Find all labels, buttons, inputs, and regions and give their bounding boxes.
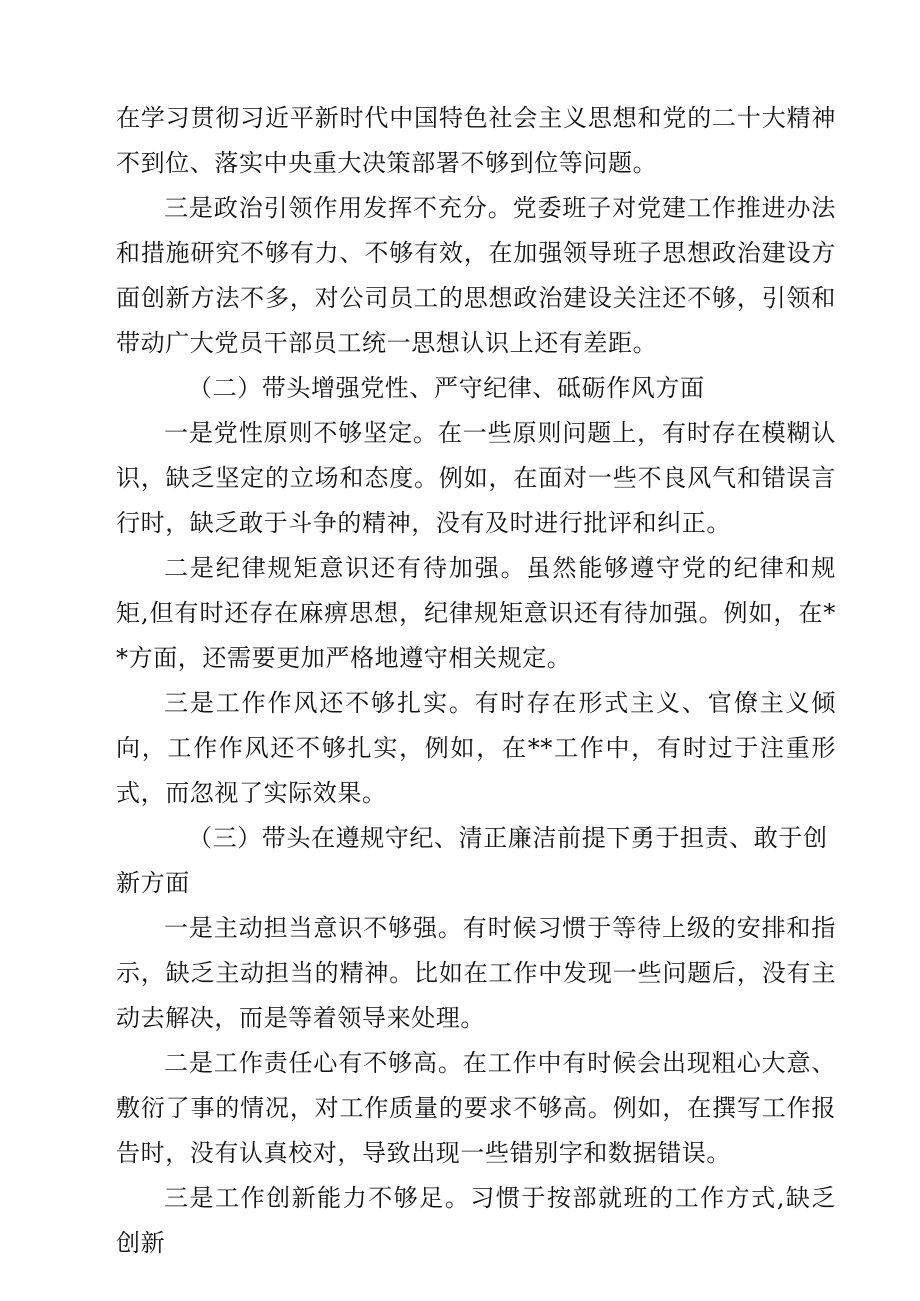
paragraph-discipline: 二是纪律规矩意识还有待加强。虽然能够遵守党的纪律和规矩,但有时还存在麻痹思想，纪律规矩意识还有待加强。例如，在**方面，还需要更加严格地遵守相关规定。 [116, 554, 836, 672]
paragraph-initiative: 一是主动担当意识不够强。有时候习惯于等待上级的安排和指示，缺乏主动担当的精神。比如在工作中发现一些问题后，没有主动去解决，而是等着领导来处理。 [116, 914, 836, 1032]
paragraph-continuation: 在学习贯彻习近平新时代中国特色社会主义思想和党的二十大精神不到位、落实中央重大决策部署不够到位等问题。 [116, 104, 836, 177]
section-heading-three: （三）带头在遵规守纪、清正廉洁前提下勇于担责、敢于创新方面 [116, 824, 828, 897]
paragraph-work-style: 三是工作作风还不够扎实。有时存在形式主义、官僚主义倾向，工作作风还不够扎实，例如，在**工作中，有时过于注重形式，而忽视了实际效果。 [116, 689, 836, 807]
paragraph-political-leadership: 三是政治引领作用发挥不充分。党委班子对党建工作推进办法和措施研究不够有力、不够有效，在加强领导班子思想政治建设方面创新方法不多，对公司员工的思想政治建设关注还不够，引领和带动广大党员干部员工统一思想认识上还有差距。 [116, 194, 836, 357]
paragraph-responsibility: 二是工作责任心有不够高。在工作中有时候会出现粗心大意、敷衍了事的情况，对工作质量的要求不够高。例如，在撰写工作报告时，没有认真校对，导致出现一些错别字和数据错误。 [116, 1049, 836, 1167]
paragraph-party-principle: 一是党性原则不够坚定。在一些原则问题上，有时存在模糊认识，缺乏坚定的立场和态度。例如，在面对一些不良风气和错误言行时，缺乏敢于斗争的精神，没有及时进行批评和纠正。 [116, 419, 836, 537]
section-heading-two: （二）带头增强党性、严守纪律、砥砺作风方面 [188, 374, 705, 402]
paragraph-innovation: 三是工作创新能力不够足。习惯于按部就班的工作方式,缺乏创新 [116, 1184, 836, 1257]
